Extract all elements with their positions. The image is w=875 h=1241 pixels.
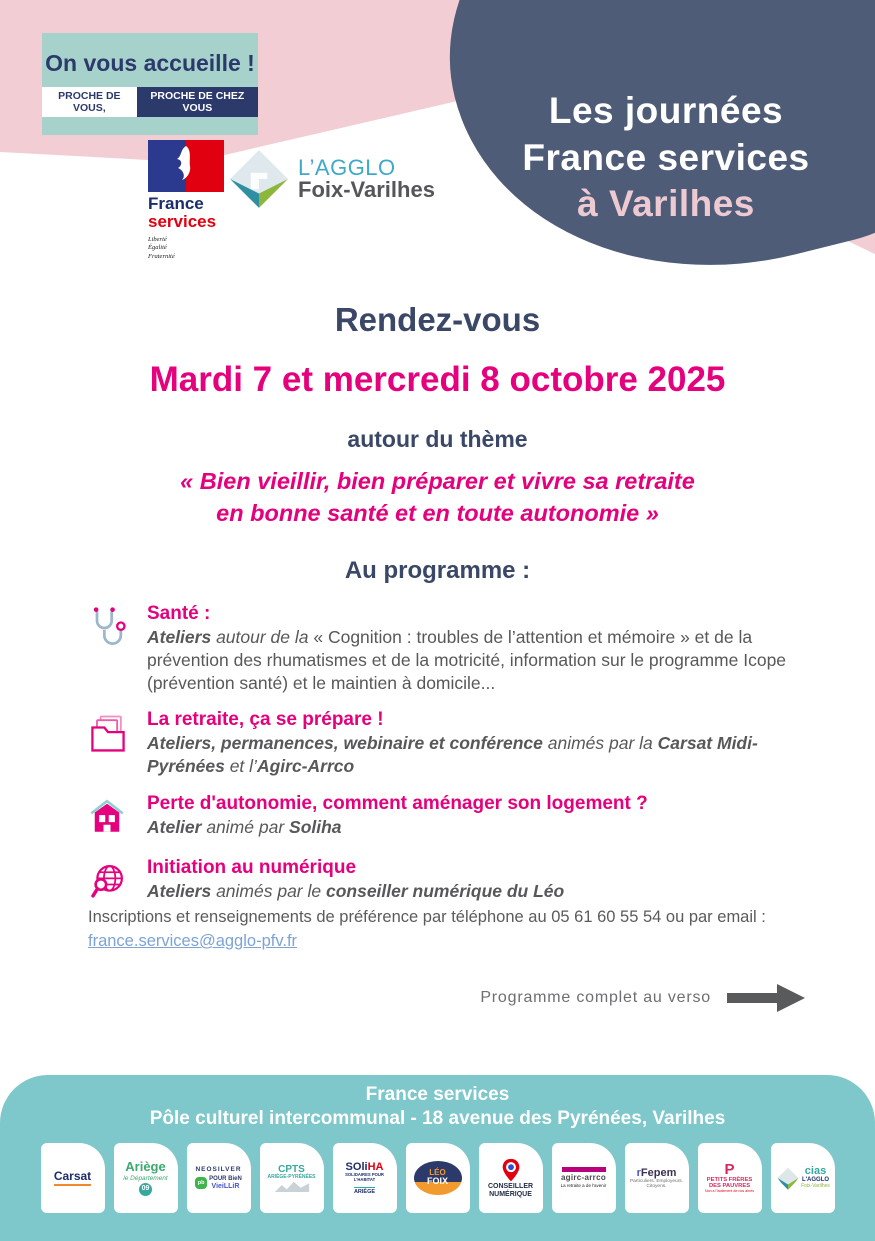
- pf-tagline: Non à l'isolement de nos aînés: [704, 1189, 755, 1194]
- contact-block: [88, 906, 800, 954]
- ariege-logo-text: Ariège: [125, 1159, 166, 1175]
- program-item-body: [147, 732, 799, 778]
- body-segment: animés par la: [547, 733, 658, 754]
- theme-quote-line1: « Bien vieillir, bien préparer et vivre sa retraite: [180, 468, 695, 494]
- agirc-text: agirc-arrco: [560, 1173, 607, 1183]
- arrow-right-icon: [727, 984, 805, 1012]
- soliha-sub: SOLIDAIRES POUR L'HABITAT: [345, 1172, 384, 1183]
- pf-line2: DES PAUVRES: [708, 1183, 751, 1190]
- pf-line1: PETITS FRÈRES: [706, 1176, 753, 1183]
- footer-address: Pôle culturel intercommunal - 18 avenue des Pyrénées, Varilhes: [149, 1108, 726, 1129]
- soliha-region: ARIÈGE: [353, 1188, 376, 1195]
- agglo-text-line2: Foix-Varilhes: [298, 177, 435, 202]
- program-item-title: La retraite, ça se prépare !: [147, 709, 384, 731]
- partner-logo-leo-foix: [406, 1143, 470, 1213]
- soliha-text-b: HA: [367, 1161, 384, 1174]
- fs-logo-text-france: France: [148, 194, 204, 213]
- agirc-tagline: La retraite a de l'avenir: [560, 1182, 607, 1188]
- partner-logo-agirc-arrco: [552, 1143, 616, 1213]
- neosilver-line1: POUR BieN: [209, 1175, 242, 1182]
- page-title: Rendez-vous: [334, 301, 541, 338]
- tagline-part-2: PROCHE DE CHEZ VOUS: [137, 87, 258, 117]
- motto-liberte: Liberté: [148, 235, 167, 243]
- cias-sub2: Foix-Varilhes: [801, 1183, 830, 1190]
- partner-logo-neosilver: [187, 1143, 251, 1213]
- footer-title: France services: [365, 1084, 510, 1105]
- location-pin-icon: [501, 1158, 521, 1183]
- agglo-text-line1: L’AGGLO: [298, 155, 396, 180]
- body-segment: et l’: [229, 756, 257, 776]
- program-item-body: [147, 816, 799, 839]
- body-segment: Carsat Midi-Pyrénées: [147, 733, 758, 776]
- neosilver-sub: [195, 1176, 242, 1190]
- partner-logo-conseiller-numerique: [479, 1143, 543, 1213]
- cpts-logo-text: CPTS: [278, 1163, 305, 1175]
- body-segment: conseiller numérique du Léo: [325, 880, 565, 901]
- body-segment: Ateliers, permanences, webinaire et conférence: [147, 733, 548, 754]
- program-list: [86, 603, 798, 923]
- hero-line-3: à Varilhes: [577, 183, 755, 225]
- partner-logo-soliha: [333, 1143, 397, 1213]
- cias-sub1: L'AGGLO: [801, 1177, 830, 1184]
- program-item-title: Santé :: [147, 603, 211, 624]
- theme-label: autour du thème: [347, 426, 528, 452]
- french-flag-marianne-icon: [148, 140, 224, 192]
- body-segment: Ateliers: [147, 880, 217, 901]
- mountains-icon: [272, 1180, 312, 1192]
- program-item-logement: [86, 793, 798, 842]
- hero-title: [468, 88, 864, 228]
- motto-fraternite: Fraternité: [148, 252, 175, 260]
- tagline-part-1: PROCHE DE VOUS,: [42, 87, 137, 117]
- body-segment: Agirc-Arrco: [256, 756, 355, 776]
- folders-icon: [86, 709, 132, 778]
- neosilver-line2: VieiLLiR: [211, 1182, 240, 1190]
- partner-logo-ariege: [114, 1143, 178, 1213]
- body-segment: « Cognition : troubles de l’attention et mémoire » et de la prévention des rhumatismes et de la motricité, information sur le programme Icope (prévention santé) et le maintien à domicile...: [147, 627, 787, 693]
- ariege-09-badge: 09: [139, 1183, 152, 1196]
- contact-email-link[interactable]: france.services@agglo-pfv.fr: [88, 931, 298, 950]
- ariege-logo-script: le Département: [123, 1174, 168, 1182]
- cn-line1: CONSEILLER: [487, 1182, 534, 1190]
- cpts-logo-sub: ARIÈGE-PYRÉNÉES: [267, 1173, 316, 1180]
- program-label: Au programme :: [344, 557, 531, 584]
- france-services-logo: [148, 140, 234, 261]
- body-segment: Ateliers: [147, 627, 217, 647]
- footer-band: [0, 1075, 875, 1241]
- body-segment: animé par: [206, 816, 290, 837]
- event-date: Mardi 7 et mercredi 8 octobre 2025: [149, 360, 726, 399]
- pb-badge: pb: [195, 1177, 207, 1189]
- verso-text: Programme complet au verso: [480, 989, 711, 1006]
- motto-egalite: Égalité: [148, 244, 167, 252]
- fs-logo-motto: [148, 236, 234, 261]
- partner-logo-cias: [771, 1143, 835, 1213]
- stethoscope-icon: [86, 603, 132, 694]
- soliha-text-a: SOli: [345, 1161, 368, 1174]
- agglo-foix-varilhes-logo: [228, 148, 435, 210]
- body-segment: Atelier: [147, 816, 207, 837]
- agirc-banner: [562, 1167, 606, 1172]
- hero-line-2: France services: [522, 136, 810, 178]
- foix-text: FOIX: [426, 1176, 448, 1187]
- fepem-sub1: Particuliers. Employeurs.: [629, 1178, 684, 1184]
- welcome-badge: [42, 33, 258, 135]
- program-item-body: [147, 626, 799, 694]
- verso-note: [480, 984, 805, 1012]
- partner-logo-petits-freres: [698, 1143, 762, 1213]
- partner-logo-cpts: [260, 1143, 324, 1213]
- pf-monogram: P: [724, 1160, 735, 1178]
- program-item-numerique: [86, 857, 798, 908]
- program-item-body: [147, 880, 799, 903]
- carsat-logo-text: Carsat: [54, 1170, 91, 1186]
- body-segment: autour de la: [216, 627, 314, 647]
- partner-logo-carsat: [41, 1143, 105, 1213]
- program-item-sante: [86, 603, 798, 694]
- welcome-badge-tagline: [42, 87, 258, 117]
- neosilver-logo-text: NEOSILVER: [195, 1165, 242, 1173]
- agglo-diamond-icon: [228, 148, 290, 210]
- partner-logo-fepem: [625, 1143, 689, 1213]
- contact-line: Inscriptions et renseignements de préférence par téléphone au 05 61 60 55 54 ou par email :: [88, 908, 766, 926]
- cn-line2: NUMÉRIQUE: [489, 1190, 532, 1198]
- partner-logos-row: [0, 1143, 875, 1213]
- cias-text: cias: [804, 1165, 827, 1178]
- welcome-badge-title: On vous accueille !: [45, 50, 255, 76]
- body-segment: animés par le: [216, 880, 326, 901]
- leo-text: LÉO: [429, 1167, 446, 1177]
- fepem-sub2: Citoyens.: [646, 1184, 667, 1190]
- house-icon: [86, 793, 132, 842]
- cias-cube-icon: [775, 1165, 801, 1191]
- program-item-title: Perte d'autonomie, comment aménager son logement ?: [147, 792, 648, 814]
- hero-line-1: Les journées: [548, 90, 784, 131]
- fepem-text: Fepem: [640, 1166, 677, 1179]
- fs-logo-text-services: services: [148, 211, 217, 231]
- globe-magnifier-icon: [86, 857, 132, 908]
- theme-quote-line2: en bonne santé et en toute autonomie »: [216, 500, 659, 526]
- body-segment: Soliha: [289, 816, 342, 837]
- program-item-retraite: [86, 709, 798, 778]
- program-item-title: Initiation au numérique: [147, 856, 357, 878]
- fepem-bracket: r: [636, 1166, 641, 1179]
- leo-foix-oval: [414, 1161, 462, 1195]
